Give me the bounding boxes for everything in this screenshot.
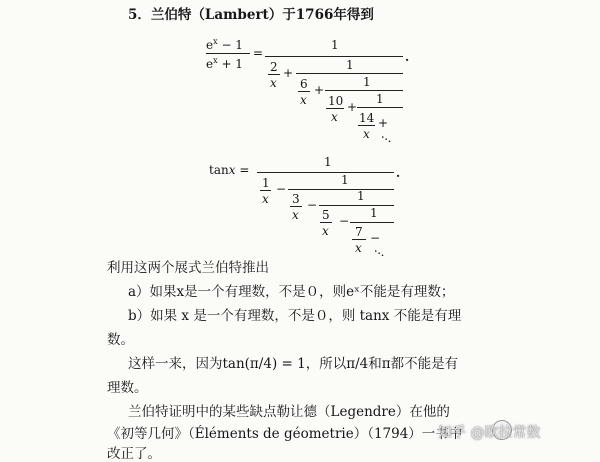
eq2-lhs: tanx = <box>209 163 250 177</box>
eq1-term-2: 6 <box>300 77 308 91</box>
eq1-plus-4: + <box>378 116 389 130</box>
eq1-lhs-denominator: $e^x + 1$ <box>206 56 243 71</box>
eq1-bar-1 <box>265 56 403 57</box>
eq2-numerator-3: 1 <box>357 189 365 203</box>
eq1-numerator-2: 1 <box>346 58 354 72</box>
eq2-term-4: 7 <box>355 225 363 239</box>
eq1-term-2-bar <box>298 91 310 92</box>
eq2-term-1: 1 <box>262 176 270 190</box>
eq2-term-2-x: x <box>292 208 299 222</box>
eq1-bar-2 <box>296 73 403 74</box>
eq1-lhs-fraction-bar <box>206 53 250 54</box>
eq1-term-1-x: x <box>270 76 277 90</box>
eq2-bar-4 <box>350 222 394 223</box>
section-heading: 5．兰伯特（Lambert）于1766年得到 <box>128 7 374 23</box>
eq1-numerator-3: 1 <box>363 75 371 89</box>
eq1-term-3-x: x <box>331 110 338 124</box>
claim-b-line-2: 数。 <box>107 332 134 348</box>
legendre-line-2: 《初等几何》（Éléments de géometrie）（1794）一书中 <box>107 426 463 442</box>
eq1-term-3-bar <box>326 108 344 109</box>
eq1-bar-4 <box>357 107 403 108</box>
eq2-dots: … <box>372 241 390 260</box>
eq1-equals: = <box>253 46 264 60</box>
eq2-numerator-1: 1 <box>324 155 332 169</box>
eq2-minus-2: − <box>307 198 318 212</box>
eq2-term-4-bar <box>352 239 366 240</box>
eq1-numerator-4: 1 <box>376 92 384 106</box>
eq1-bar-3 <box>325 90 403 91</box>
eq1-term-4-bar <box>358 125 375 126</box>
conclusion-line-2: 理数。 <box>107 380 148 396</box>
eq2-bar-3 <box>319 205 394 206</box>
eq1-term-4-x: x <box>363 127 370 141</box>
eq2-term-2: 3 <box>292 192 300 206</box>
claim-b-line-1: b）如果 x 是一个有理数，不是０，则 tanx 不能是有理 <box>128 308 462 324</box>
eq1-term-1: 2 <box>270 60 278 74</box>
intro-line: 利用这两个展式兰伯特推出 <box>107 260 269 276</box>
eq1-lhs-numerator: $e^x - 1$ <box>206 37 243 52</box>
eq1-period: . <box>405 50 410 64</box>
eq1-dots: … <box>379 127 397 146</box>
eq2-term-3-bar <box>320 222 332 223</box>
eq2-minus-1: − <box>276 182 287 196</box>
page-top-edge <box>110 0 410 4</box>
eq1-plus-2: + <box>314 83 325 97</box>
eq2-minus-4: − <box>370 231 381 245</box>
eq2-bar-1 <box>257 172 394 173</box>
eq1-numerator-1: 1 <box>331 38 339 52</box>
eq2-period: . <box>396 166 401 180</box>
eq1-plus-3: + <box>347 100 358 114</box>
eq2-minus-3: − <box>339 214 350 228</box>
legendre-line-3: 改正了。 <box>107 446 161 462</box>
eq2-term-3-x: x <box>322 224 329 238</box>
eq2-bar-2 <box>288 189 394 190</box>
eq1-term-4: 14 <box>359 111 375 125</box>
watermark: 知乎 @欧拉常数 <box>438 425 541 441</box>
eq1-term-3: 10 <box>328 94 344 108</box>
eq1-term-1-bar <box>268 74 280 75</box>
eq2-numerator-2: 1 <box>341 173 349 187</box>
eq1-term-2-x: x <box>300 93 307 107</box>
eq2-term-4-x: x <box>355 241 362 255</box>
eq2-numerator-4: 1 <box>370 206 378 220</box>
eq2-term-1-x: x <box>262 192 269 206</box>
eq2-term-1-bar <box>260 190 271 191</box>
eq1-plus-1: + <box>283 66 294 80</box>
eq2-term-3: 5 <box>322 208 330 222</box>
eq2-term-2-bar <box>290 206 302 207</box>
legendre-line-1: 兰伯特证明中的某些缺点勒让德（Legendre）在他的 <box>128 404 450 420</box>
conclusion-line-1: 这样一来，因为tan(π/4) = 1，所以π/4和π都不能是有 <box>128 356 459 372</box>
claim-a: a）如果x是一个有理数，不是０，则eˣ不能是有理数； <box>128 284 455 300</box>
